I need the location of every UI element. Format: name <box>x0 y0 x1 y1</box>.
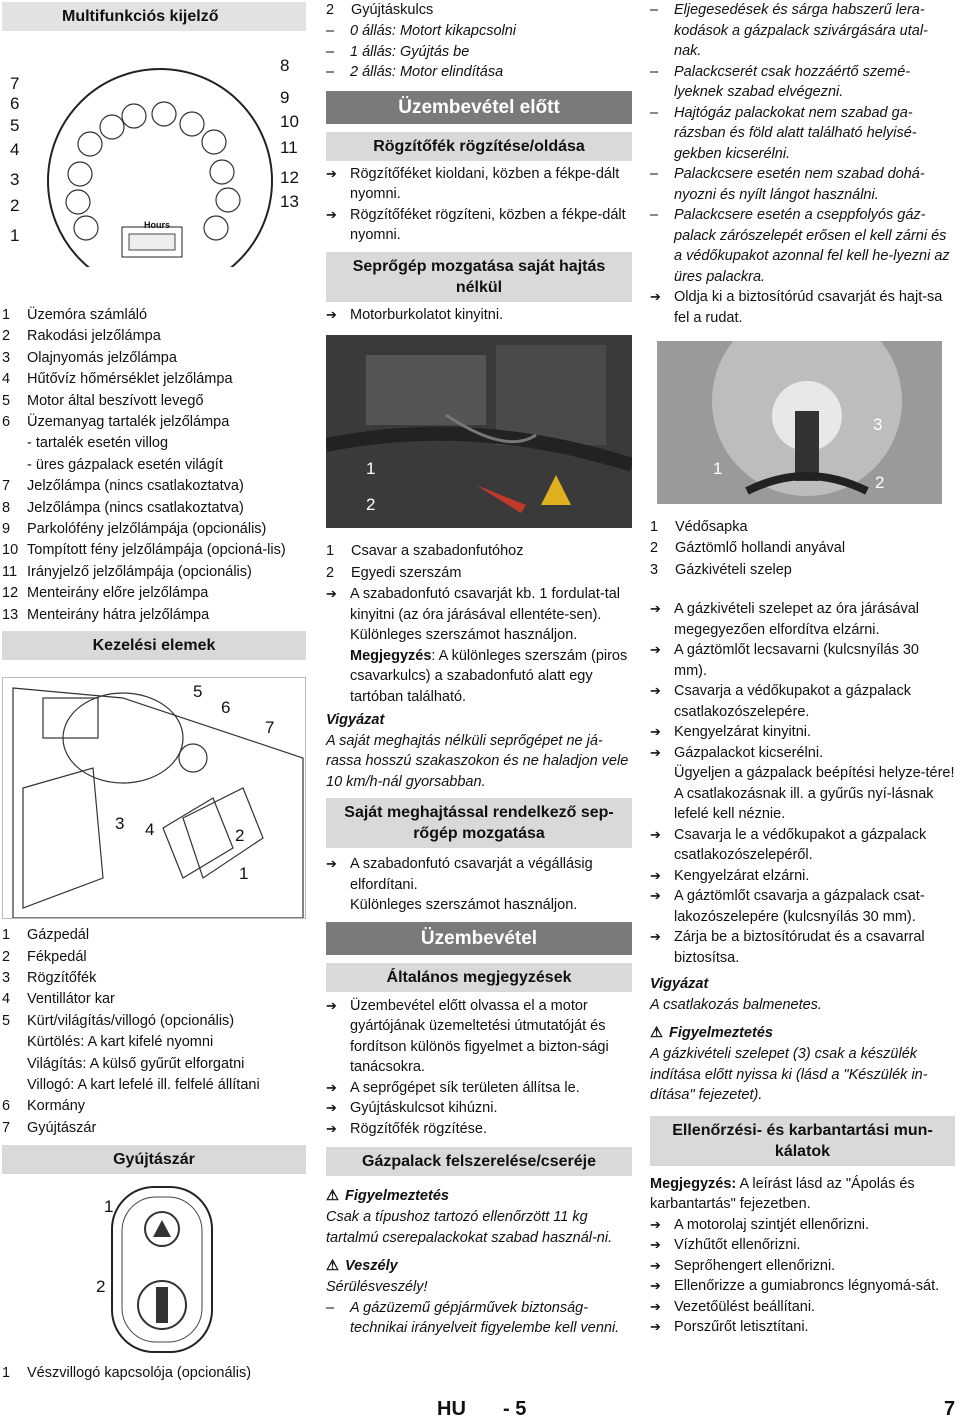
step: ➔ Csavarja a védőkupakot a gázpalack csatlakozószelepére. <box>650 681 955 722</box>
display-heading: Multifunkciós kijelző <box>2 2 306 31</box>
legend-item <box>326 0 632 21</box>
step: ➔ Rögzítőféket rögzíteni, közben a fékpe-dált nyomni. <box>326 205 632 246</box>
general-steps <box>326 996 632 1140</box>
callout-number: 12 <box>280 168 299 187</box>
callout-number: 3 <box>115 814 125 834</box>
legend-item <box>2 968 306 989</box>
move-steps <box>326 305 632 326</box>
callout-number: 10 <box>280 112 299 131</box>
danger-heading: Veszély <box>345 1258 398 1275</box>
item-text: Gázpedál <box>27 927 90 944</box>
maintenance-note-label: Megjegyzés: <box>650 1175 737 1192</box>
danger-text: Sérülésveszély! <box>326 1279 428 1296</box>
own-drive-note: Különleges szerszámot használjon. <box>350 897 578 914</box>
callout-number: 2 <box>10 196 20 215</box>
own-drive-step: ➔ A szabadonfutó csavarját a végállásig elfordítani. <box>326 854 632 895</box>
item-number: 4 <box>2 991 11 1008</box>
item-number: 7 <box>2 1119 11 1136</box>
legend-item <box>326 563 632 584</box>
callout-number: 4 <box>10 140 20 159</box>
remark-text: : A különleges szerszám (piros csavarkulcs) a szabadonfutó alatt egy tartóban található. <box>350 647 628 705</box>
legend-item <box>2 476 306 497</box>
step: ➔ Seprőhengert ellenőrizni. <box>650 1256 955 1277</box>
gas-bottle-heading: Gázpalack felszerelése/cseréje <box>326 1147 632 1176</box>
gas-valve-legend <box>650 517 955 581</box>
legend-item <box>2 1054 306 1075</box>
item-number: 3 <box>650 561 659 578</box>
item-text: Világítás: A külső gyűrűt elforgatni <box>27 1055 245 1072</box>
legend-item <box>2 925 306 946</box>
safety-note: – Eljegesedések és sárga habszerű lera-kodások a gázpalack szivárgására utal-nak. <box>650 0 955 62</box>
legend-item <box>2 1032 306 1053</box>
item-number: 12 <box>2 585 19 602</box>
step: ➔ Gázpalackot kicserélni. <box>650 743 955 764</box>
maintenance-steps <box>650 1215 955 1338</box>
safety-note: – Palackcserét csak hozzáértő szemé-lyeknek szabad elvégezni. <box>650 62 955 103</box>
legend-item <box>2 1075 306 1096</box>
ignition-legend <box>2 1363 306 1384</box>
item-number: 5 <box>2 1012 11 1029</box>
remark-label: Megjegyzés <box>350 647 432 664</box>
legend-item <box>2 989 306 1010</box>
freewheel-step: ➔ A szabadonfutó csavarját kb. 1 fordulat-tal kinyitni (az óra járásával ellentéte-sen). <box>326 584 632 625</box>
callout-number: 1 <box>10 226 20 245</box>
item-text: Motor által beszívott levegő <box>27 392 204 409</box>
step: ➔ Rögzítőfék rögzítése. <box>326 1119 632 1140</box>
key-position: – 1 állás: Gyújtás be <box>326 42 632 63</box>
warning-icon-3: ⚠ <box>650 1025 663 1042</box>
callout-number: 4 <box>145 820 155 840</box>
controls-legend <box>2 925 306 1139</box>
legend-item <box>2 540 306 561</box>
safety-note: – Palackcsere esetén nem szabad dohá-nyozni és nyílt lángot használni. <box>650 164 955 205</box>
step: ➔ Kengyelzárat elzárni. <box>650 866 955 887</box>
legend-item <box>2 348 306 369</box>
step: ➔ Kengyelzárat kinyitni. <box>650 722 955 743</box>
item-number: 1 <box>650 519 659 535</box>
item-number: 4 <box>2 371 11 388</box>
legend-item <box>2 305 306 326</box>
item-number: 1 <box>2 307 11 323</box>
item-text: Kürt/világítás/villogó (opcionális) <box>27 1012 235 1029</box>
step: ➔ Vízhűtőt ellenőrizni. <box>650 1235 955 1256</box>
callout-number: 2 <box>235 826 245 846</box>
before-commissioning-heading: Üzembevétel előtt <box>326 91 632 124</box>
freewheel-photo <box>326 335 632 528</box>
item-number: 2 <box>326 2 335 18</box>
item-text: Hűtővíz hőmérséklet jelzőlámpa <box>27 371 233 388</box>
item-text: Gázkivételi szelep <box>675 561 792 578</box>
item-text: Védősapka <box>675 519 748 535</box>
step: ➔ A gázkivételi szelepet az óra járásával megegyezően elfordítva elzárni. <box>650 599 955 640</box>
callout-number: 6 <box>10 94 20 113</box>
item-text: Egyedi szerszám <box>351 564 462 581</box>
hours-label: Hours <box>144 220 171 230</box>
freewheel-remark <box>326 646 632 708</box>
brake-heading: Rögzítőfék rögzítése/oldása <box>326 132 632 161</box>
callout-number: 5 <box>10 116 20 135</box>
callout-number: 2 <box>96 1277 106 1297</box>
maintenance-heading: Ellenőrzési- és karbantartási mun-kálatok <box>650 1116 955 1166</box>
swap-note: Ügyeljen a gázpalack beépítési helyze-tére! A csatlakozásnak ill. a gyűrűs nyí-lásnak lefelé kell néznie. <box>674 765 955 823</box>
item-text: Ventillátor kar <box>27 991 115 1008</box>
caution-heading-3: Vigyázat <box>650 976 709 993</box>
item-number: 1 <box>326 543 335 560</box>
warning-3-text: A gázkivételi szelepet (3) csak a készülék indítása előtt nyissa ki (lásd a "Készülék in-dítása" fejezetet). <box>650 1046 928 1104</box>
pin-step: ➔ Oldja ki a biztosítórúd csavarját és hajt-sa fel a rudat. <box>650 287 955 328</box>
item-text: Gáztömlő hollandi anyával <box>675 540 846 557</box>
general-notes-heading: Általános megjegyzések <box>326 963 632 992</box>
gas-valve-photo-drawing <box>657 341 942 504</box>
legend-item <box>2 433 306 454</box>
item-number: 2 <box>2 948 11 965</box>
legend-item <box>650 560 955 581</box>
step: ➔ A gáztömlőt lecsavarni (kulcsnyílás 30 mm). <box>650 640 955 681</box>
legend-item <box>326 541 632 562</box>
key-legend <box>326 0 632 21</box>
item-number: 2 <box>650 540 659 557</box>
legend-item <box>650 517 955 538</box>
step: ➔ Ellenőrizze a gumiabroncs légnyomá-sát. <box>650 1276 955 1297</box>
maintenance-note-text: A leírást lásd az "Ápolás és karbantartás" fejezetben. <box>650 1175 915 1213</box>
caution-text: A saját meghajtás nélküli seprőgépet ne já-rassa hosszú szakaszokon és ne haladjon vele 10 km/h-nál gyorsabban. <box>326 732 629 790</box>
danger-dash: – A gázüzemű gépjárművek biztonság-technikai irányelveit figyelembe kell venni. <box>326 1298 632 1339</box>
key-position: – 2 állás: Motor elindítása <box>326 62 632 83</box>
item-text: Villogó: A kart lefelé ill. felfelé állítani <box>27 1076 260 1093</box>
column-2 <box>326 0 632 1339</box>
warning-1 <box>326 1186 632 1207</box>
item-number: 13 <box>2 606 19 623</box>
callout-number: 2 <box>366 495 376 515</box>
step: ➔ A seprőgépet sík területen állítsa le. <box>326 1078 632 1099</box>
legend-item <box>2 1011 306 1032</box>
item-number: 5 <box>2 392 11 409</box>
callout-number: 9 <box>280 88 290 107</box>
display-drawing <box>2 34 306 267</box>
callout-number: 5 <box>193 682 203 702</box>
legend-item <box>2 947 306 968</box>
safety-note: – Hajtógáz palackokat nem szabad ga-rázsban és föld alatt található helyisé-gekben kicserélni. <box>650 103 955 165</box>
callout-number: 7 <box>265 718 275 738</box>
footer-page: - 5 <box>503 1398 527 1420</box>
callout-number: 3 <box>873 415 883 434</box>
item-number: 3 <box>2 969 11 986</box>
step: ➔ Porszűrőt letisztítani. <box>650 1317 955 1338</box>
freewheel-note: Különleges szerszámot használjon. <box>350 627 578 644</box>
item-text: Üzemóra számláló <box>27 307 148 323</box>
maintenance-note <box>650 1174 955 1215</box>
item-text: Gyújtáskulcs <box>351 2 434 18</box>
item-text: Üzemanyag tartalék jelzőlámpa <box>27 414 230 431</box>
callout-number: 1 <box>713 459 723 478</box>
callout-number: 2 <box>875 473 885 492</box>
ignition-heading: Gyújtászár <box>2 1145 306 1174</box>
warning-3 <box>650 1023 955 1044</box>
danger <box>326 1256 632 1277</box>
legend-item <box>2 326 306 347</box>
key-position: – 0 állás: Motort kikapcsolni <box>326 21 632 42</box>
item-number: 7 <box>2 478 11 495</box>
item-text: Rögzítőfék <box>27 969 97 986</box>
legend-item <box>2 1363 306 1384</box>
legend-item <box>2 391 306 412</box>
caution-heading: Vigyázat <box>326 712 385 729</box>
item-text: Csavar a szabadonfutóhoz <box>351 543 524 560</box>
legend-item <box>2 605 306 626</box>
item-number: 1 <box>2 1365 11 1382</box>
item-text: Kürtölés: A kart kifelé nyomni <box>27 1034 214 1051</box>
item-text: Irányjelző jelzőlámpája (opcionális) <box>27 563 252 580</box>
step: ➔ Motorburkolatot kinyitni. <box>326 305 632 326</box>
item-text: Olajnyomás jelzőlámpa <box>27 349 177 366</box>
item-text: Vészvillogó kapcsolója (opcionális) <box>27 1365 252 1382</box>
callout-number: 1 <box>366 459 376 479</box>
ignition-figure <box>2 1177 306 1357</box>
callout-number: 6 <box>221 698 231 718</box>
step: ➔ Gyújtáskulcsot kihúzni. <box>326 1098 632 1119</box>
step: ➔ Rögzítőféket kioldani, közben a fékpe-dált nyomni. <box>326 164 632 205</box>
callout-number: 7 <box>10 74 20 93</box>
step: ➔ Zárja be a biztosítórudat és a csavarral biztosítsa. <box>650 927 955 968</box>
callout-number: 3 <box>10 170 20 189</box>
warning-3-heading: Figyelmeztetés <box>669 1025 773 1042</box>
gas-steps <box>650 599 955 763</box>
callout-number: 11 <box>280 138 298 157</box>
item-text: Gyújtászár <box>27 1119 97 1136</box>
item-text: Kormány <box>27 1098 86 1115</box>
item-number: 10 <box>2 542 19 559</box>
own-drive-heading: Saját meghajtással rendelkező sep-rőgép mozgatása <box>326 798 632 848</box>
item-number: 11 <box>2 563 18 580</box>
item-text: - üres gázpalack esetén világít <box>27 456 223 473</box>
item-number: 2 <box>2 328 11 345</box>
controls-drawing <box>3 678 305 918</box>
step: ➔ Vezetőülést beállítani. <box>650 1297 955 1318</box>
callout-number: 1 <box>104 1197 114 1217</box>
caution-text-3: A csatlakozás balmenetes. <box>650 996 822 1013</box>
item-text: Fékpedál <box>27 948 87 965</box>
step: ➔ Csavarja le a védőkupakot a gázpalack csatlakozószelepéről. <box>650 825 955 866</box>
step: ➔ A motorolaj szintjét ellenőrizni. <box>650 1215 955 1236</box>
item-number: 8 <box>2 499 11 516</box>
freewheel-legend <box>326 541 632 584</box>
warning-1-heading: Figyelmeztetés <box>345 1188 449 1205</box>
legend-item <box>2 562 306 583</box>
column-3 <box>650 0 955 1338</box>
item-number: 6 <box>2 414 11 431</box>
footer-lang: HU <box>437 1398 466 1420</box>
legend-item <box>2 583 306 604</box>
safety-note: – Palackcsere esetén a cseppfolyós gáz-palack zárószelepét erősen el kell zárni és a védőkupakot azonnal fel kell he-lyezni az üres palackra. <box>650 205 955 287</box>
item-text: Tompított fény jelzőlámpája (opcioná-lis) <box>27 542 286 559</box>
item-text: Jelzőlámpa (nincs csatlakoztatva) <box>27 478 244 495</box>
item-number: 2 <box>326 564 335 581</box>
callout-number: 13 <box>280 192 299 211</box>
legend-item <box>2 369 306 390</box>
legend-item <box>650 538 955 559</box>
column-1 <box>2 0 306 1385</box>
key-positions <box>326 21 632 83</box>
display-figure <box>2 34 306 267</box>
item-number: 9 <box>2 521 11 538</box>
operation-heading: Üzembevétel <box>326 922 632 955</box>
legend-item <box>2 519 306 540</box>
danger-icon: ⚠ <box>326 1258 339 1275</box>
item-number: 3 <box>2 349 11 366</box>
warning-icon: ⚠ <box>326 1188 339 1205</box>
item-text: Jelzőlámpa (nincs csatlakoztatva) <box>27 499 244 516</box>
item-number: 1 <box>2 927 11 944</box>
callout-number: 8 <box>280 56 290 75</box>
brake-steps <box>326 164 632 246</box>
legend-item <box>2 498 306 519</box>
callout-number: 1 <box>239 864 249 884</box>
step: ➔ Üzembevétel előtt olvassa el a motor gyártójának üzemeltetési útmutatóját és fordítson különös figyelmet a bizton-sági tanácsokra. <box>326 996 632 1078</box>
footer-number: 7 <box>944 1398 956 1420</box>
item-text: Menteirány hátra jelzőlámpa <box>27 606 210 623</box>
controls-heading: Kezelési elemek <box>2 631 306 660</box>
item-text: - tartalék esetén villog <box>27 435 169 452</box>
warning-1-text: Csak a típushoz tartozó ellenőrzött 11 kg tartalmú cserepalackokat szabad használ-ni. <box>326 1209 613 1246</box>
controls-illustration <box>2 677 306 919</box>
safety-dashes <box>650 0 955 287</box>
legend-item <box>2 1118 306 1139</box>
move-without-drive-heading: Seprőgép mozgatása saját hajtás nélkül <box>326 252 632 302</box>
item-number: 6 <box>2 1098 11 1115</box>
gas-steps-2 <box>650 825 955 969</box>
ignition-drawing <box>2 1177 306 1357</box>
display-legend <box>2 305 306 626</box>
legend-item <box>2 455 306 476</box>
legend-item <box>2 412 306 433</box>
item-text: Parkolófény jelzőlámpája (opcionális) <box>27 521 267 538</box>
item-text: Menteirány előre jelzőlámpa <box>27 585 209 602</box>
gas-valve-photo <box>657 341 942 504</box>
legend-item <box>2 1096 306 1117</box>
item-text: Rakodási jelzőlámpa <box>27 328 161 345</box>
step: ➔ A gáztömlőt csavarja a gázpalack csat-lakozószelepére (kulcsnyílás 30 mm). <box>650 886 955 927</box>
